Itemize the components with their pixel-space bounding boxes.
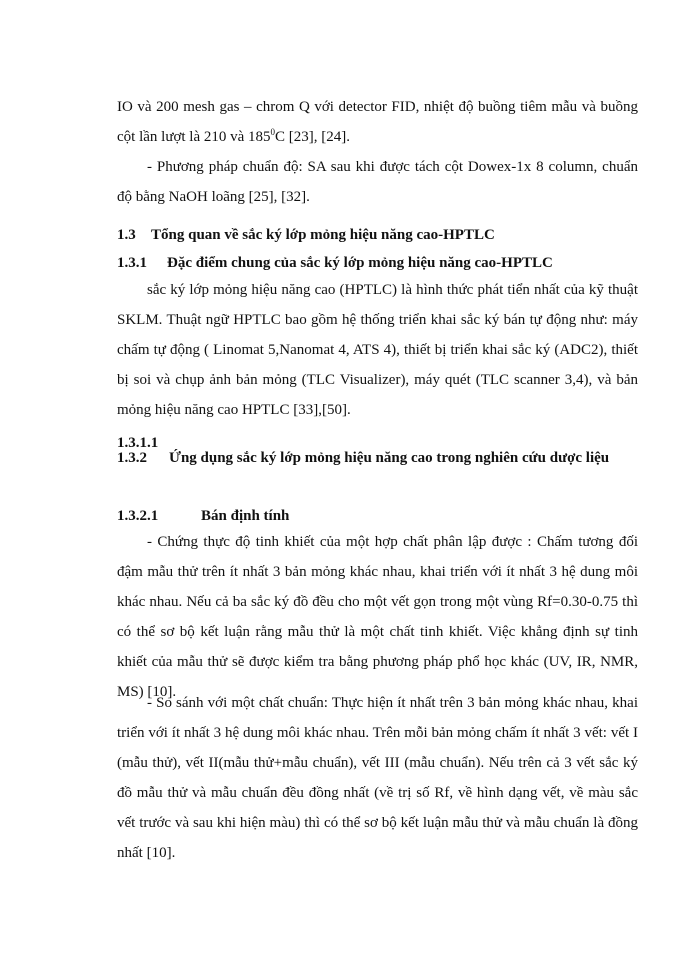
heading-1-3-2-number: 1.3.2 [117, 450, 147, 466]
heading-1-3-2-1-title: Bán định tính [201, 508, 290, 524]
heading-1-3-1-number: 1.3.1 [117, 255, 147, 271]
heading-1-3-2 [117, 445, 637, 471]
heading-1-3-2-title: Ứng dụng sắc ký lớp mỏng hiệu năng cao trong nghiên cứu dược liệu [169, 450, 610, 466]
paragraph-purity-check-text: - Chứng thực độ tinh khiết của một hợp chất phân lập được : Chấm tương đối đậm mẫu thử trên ít nhất 3 bản mỏng khác nhau, khai triển với ít nhất 3 hệ dung môi khác nhau. Nếu cả ba sắc ký đồ đều cho một vết gọn trong một vùng Rf=0.30-0.75 thì có thể sơ bộ kết luận rằng mẫu thử là một chất tinh khiết. Việc khẳng định sự tinh khiết của mẫu thử sẽ được kiểm tra bằng phương pháp phổ học khác (UV, IR, NMR, MS) [10]. [117, 534, 638, 700]
paragraph-titration-method-text: - Phương pháp chuẩn độ: SA sau khi được tách cột Dowex-1x 8 column, chuẩn độ bằng NaOH loãng [25], [32]. [117, 159, 638, 205]
heading-1-3 [117, 222, 647, 248]
heading-1-3-2-1-number: 1.3.2.1 [117, 508, 159, 524]
heading-1-3-number: 1.3 [117, 227, 136, 243]
degree-superscript: 0 [270, 127, 276, 137]
heading-1-3-1 [117, 250, 647, 276]
heading-1-3-2-1 [117, 503, 647, 529]
paragraph-gc-conditions-tail: C [23], [24]. [275, 129, 351, 145]
paragraph-titration-method [117, 152, 638, 212]
heading-1-3-title: Tổng quan về sắc ký lớp mỏng hiệu năng cao-HPTLC [151, 227, 495, 243]
heading-1-3-1-1-number: 1.3.1.1 [117, 435, 159, 451]
paragraph-standard-comparison-text: - So sánh với một chất chuẩn: Thực hiện ít nhất trên 3 bản mỏng khác nhau, khai triển với ít nhất 3 hệ dung môi khác nhau. Trên mỗi bản mỏng chấm ít nhất 3 vết: vết I (mẫu thử), vết II(mẫu thử+mẫu chuẩn), vết III (mẫu chuẩn). Nếu trên cả 3 vết sắc ký đồ mẫu thử và mẫu chuẩn đều đồng nhất (về trị số Rf, về hình dạng vết, về màu sắc vết trước và sau khi hiện màu) thì có thể sơ bộ kết luận mẫu thử và mẫu chuẩn là đồng nhất [10]. [117, 695, 638, 861]
heading-1-3-1-title: Đặc điểm chung của sắc ký lớp mỏng hiệu năng cao-HPTLC [167, 255, 553, 271]
paragraph-hptlc-overview-text: sắc ký lớp mỏng hiệu năng cao (HPTLC) là hình thức phát tiển nhất của kỹ thuật SKLM. Thuật ngữ HPTLC bao gồm hệ thống triển khai sắc ký bán tự động như: máy chấm tự động ( Linomat 5,Nanomat 4, ATS 4), thiết bị triển khai sắc ký (ADC2), thiết bị soi và chụp ảnh bản mỏng (TLC Visualizer), máy quét (TLC scanner 3,4), và bản mỏng hiệu năng cao HPTLC [33],[50]. [117, 282, 638, 418]
paragraph-purity-check [117, 527, 638, 707]
paragraph-hptlc-overview [117, 275, 638, 425]
paragraph-gc-conditions [117, 92, 638, 152]
paragraph-standard-comparison [117, 688, 638, 868]
paragraph-gc-conditions-text: IO và 200 mesh gas – chrom Q với detector FID, nhiệt độ buồng tiêm mẫu và buồng cột lần lượt là 210 và 185 [117, 99, 638, 145]
